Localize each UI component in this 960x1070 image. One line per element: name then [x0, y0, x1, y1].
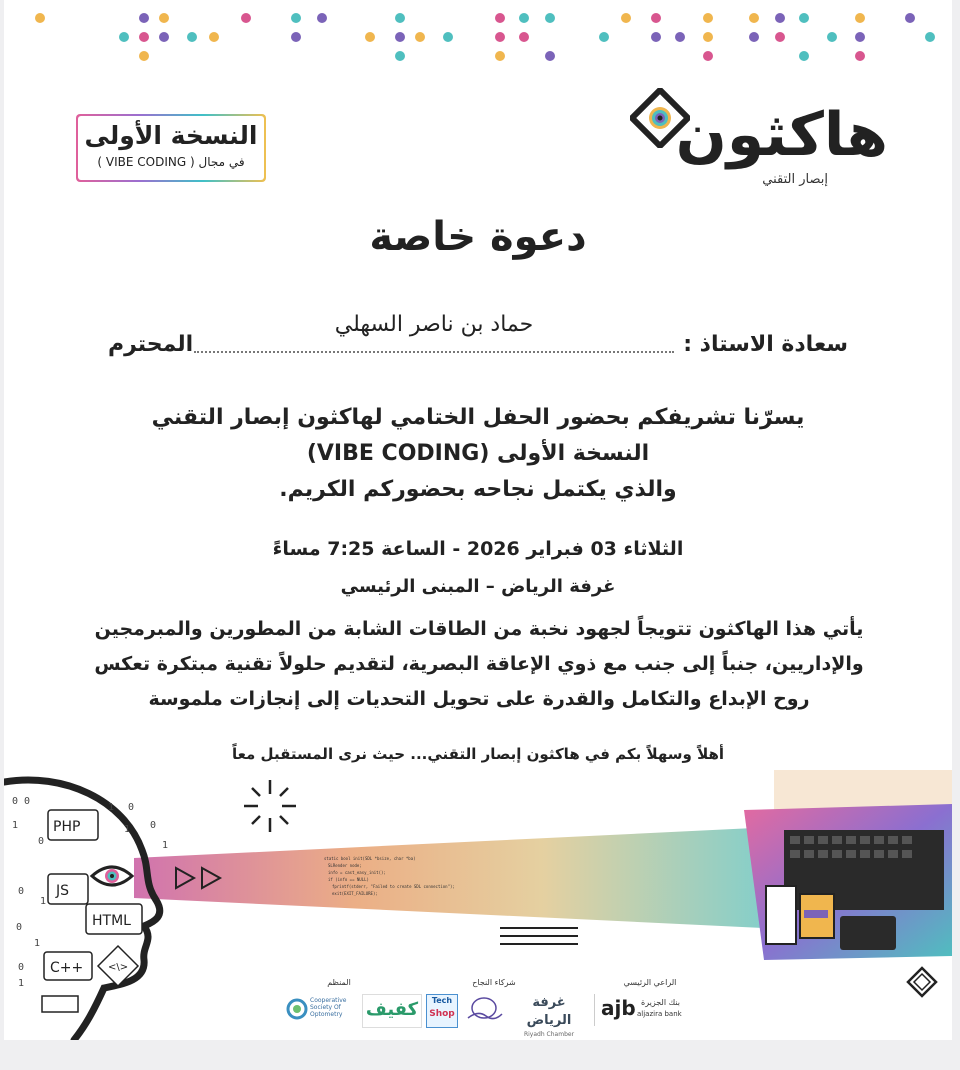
salutation-label: سعادة الاستاذ : [683, 332, 848, 357]
edition-badge [76, 114, 266, 182]
decorative-dots [4, 0, 952, 70]
svg-text:0: 0 [38, 836, 45, 847]
hackathon-logo [624, 88, 894, 198]
logo-wordmark: هاكثون [675, 100, 888, 170]
partner-kafif-logo [362, 994, 422, 1028]
svg-text:1: 1 [162, 840, 169, 851]
svg-text:1: 1 [124, 824, 131, 835]
code-line: exit(EXIT_FAILURE); [332, 891, 378, 896]
body-line: والإداريين، جنباً إلى جنب مع ذوي الإعاقة البصرية، لتقديم حلولاً تقنية مبتكرة تعكس [94, 653, 864, 675]
intro-line: يسرّنا تشريفكم بحضور الحفل الختامي لهاكثون إبصار التقني [151, 405, 805, 430]
event-datetime: الثلاثاء 03 فبراير 2026 - الساعة 7:25 مساءً [272, 538, 684, 560]
html-tag: HTML [92, 913, 131, 929]
svg-text:0: 0 [128, 802, 135, 813]
edition-subtitle: في مجال ( VIBE CODING ) [97, 155, 245, 169]
organizer-label: المنظم [327, 978, 351, 987]
cpp-tag: C++ [50, 960, 84, 976]
sparkle-icon [244, 780, 296, 832]
techshop-line2: Shop [429, 1009, 455, 1019]
vision-beam [134, 828, 764, 928]
laptop-illustration [744, 770, 952, 996]
code-line: info = cast_easy_init(); [328, 870, 386, 875]
ajb-wordmark: ajb [601, 996, 636, 1020]
code-line: if (info == NULL) [328, 877, 369, 882]
svg-text:0: 0 [18, 962, 25, 973]
intro-line: النسخة الأولى (VIBE CODING) [306, 441, 650, 466]
invitation-title: دعوة خاصة [369, 214, 587, 260]
js-tag: JS [56, 883, 70, 899]
bank-logo [594, 994, 705, 1026]
decorative-lines [500, 928, 578, 944]
recipient-dotted-line [194, 351, 674, 353]
svg-text:1: 1 [18, 978, 25, 989]
code-line: SLRender node; [328, 863, 362, 868]
partner-signature-logo [462, 994, 506, 1026]
partner-riyadh-logo [510, 994, 588, 1038]
partners-label: شركاء النجاح [472, 978, 516, 987]
svg-text:0: 0 [12, 796, 19, 807]
organizer-name: Cooperative Society Of Optometry [310, 997, 347, 1018]
organizer-logo [286, 994, 358, 1024]
svg-text:0: 0 [24, 796, 31, 807]
php-tag: PHP [53, 819, 81, 835]
optometry-eye-icon [286, 998, 308, 1020]
body-line: روح الإبداع والتكامل والقدرة على تحويل التحديات إلى إنجازات ملموسة [148, 688, 810, 710]
riyadh-wordmark: غرفة الرياض [526, 995, 572, 1028]
recipient-name: حماد بن ناصر السهلي [334, 312, 534, 337]
honorific-label: المحترم [108, 332, 194, 357]
svg-text:0: 0 [16, 922, 23, 933]
code-brackets-tag: <\> [108, 962, 129, 973]
diamond-icon [908, 968, 936, 996]
bank-english-name: aljazira bank [637, 1010, 682, 1018]
welcome-line: أهلاً وسهلاً بكم في هاكثون إبصار التقني... حيث نرى المستقبل معاً [231, 745, 725, 763]
svg-text:1: 1 [108, 802, 115, 813]
code-line: static bool init(SDL *bsize, char *ba) [324, 856, 416, 861]
techshop-line1: Tech [431, 996, 453, 1005]
bank-arabic-name: بنك الجزيرة [641, 998, 680, 1007]
svg-text:1: 1 [12, 820, 19, 831]
body-paragraph [94, 612, 864, 717]
svg-text:1: 1 [34, 938, 41, 949]
intro-line: والذي يكتمل نجاحه بحضوركم الكريم. [279, 477, 677, 502]
svg-text:0: 0 [18, 886, 25, 897]
partner-techshop-logo [426, 994, 458, 1028]
event-venue: غرفة الرياض – المبنى الرئيسي [340, 576, 616, 597]
invitation-card [4, 0, 952, 1040]
kafif-wordmark: كفيف [365, 999, 419, 1020]
svg-text:0: 0 [150, 820, 157, 831]
eye-icon [92, 867, 132, 885]
code-line: fprintf(stderr, "Failed to create SDL connection"); [332, 884, 455, 889]
body-line: يأتي هذا الهاكثون تتويجاً لجهود نخبة من الطاقات الشابة من المطورين والمبرمجين [94, 618, 864, 640]
edition-title: النسخة الأولى [84, 121, 258, 150]
riyadh-english: Riyadh Chamber [523, 1031, 575, 1038]
main-sponsor-label: الراعي الرئيسي [623, 978, 677, 987]
logo-tagline: إبصار التقني [762, 172, 828, 187]
intro-paragraph [4, 400, 952, 508]
svg-text:1: 1 [40, 896, 47, 907]
